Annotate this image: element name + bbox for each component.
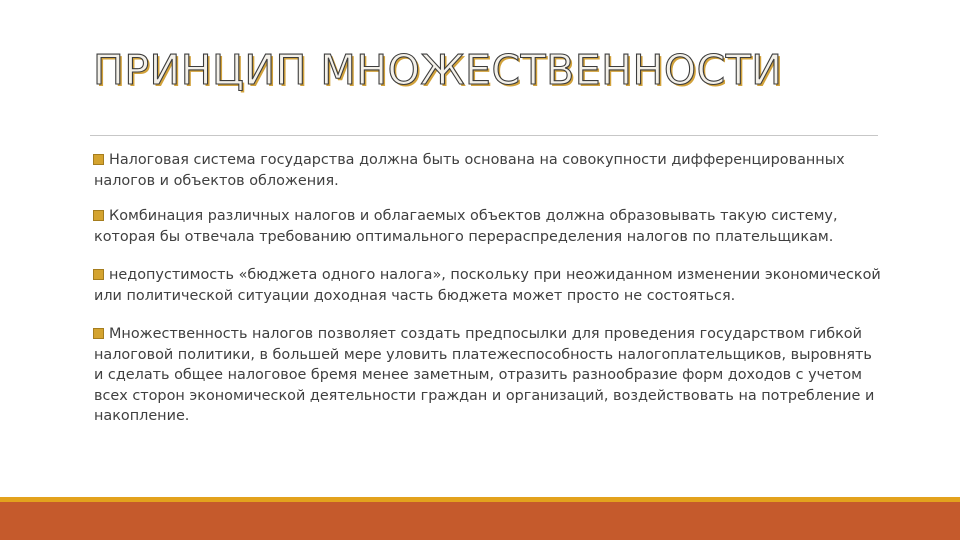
title-divider — [90, 135, 878, 136]
bullet-item — [84, 206, 884, 247]
checkbox-square-icon — [93, 210, 104, 221]
checkbox-square-icon — [93, 154, 104, 165]
footer-bar — [0, 497, 960, 540]
bullet-text: Множественность налогов позволяет создать предпосылки для проведения государством гибкой налоговой политики, в большей мере уловить платежеспособность налогоплательщиков, выровнять и сделать общее налоговое бремя менее заметным, отразить разнообразие форм доходов с учетом всех сторон экономической деятельности граждан и организаций, воздействовать на потребление и накопление. — [94, 326, 875, 424]
bullet-item — [84, 150, 884, 191]
footer-accent-stripe — [0, 497, 960, 502]
bullet-item — [84, 265, 884, 306]
checkbox-square-icon — [93, 269, 104, 280]
slide-title: ПРИНЦИП МНОЖЕСТВЕННОСТИ — [93, 46, 783, 94]
bullet-list — [84, 150, 884, 427]
checkbox-square-icon — [93, 328, 104, 339]
bullet-text: недопустимость «бюджета одного налога», поскольку при неожиданном изменении экономической или политической ситуации доходная часть бюджета может просто не состояться. — [94, 267, 881, 304]
bullet-item — [84, 324, 884, 427]
bullet-text: Налоговая система государства должна быть основана на совокупности дифференцированных налогов и объектов обложения. — [94, 152, 845, 189]
bullet-text: Комбинация различных налогов и облагаемых объектов должна образовывать такую систему, которая бы отвечала требованию оптимального перераспределения налогов по плательщикам. — [94, 208, 838, 245]
